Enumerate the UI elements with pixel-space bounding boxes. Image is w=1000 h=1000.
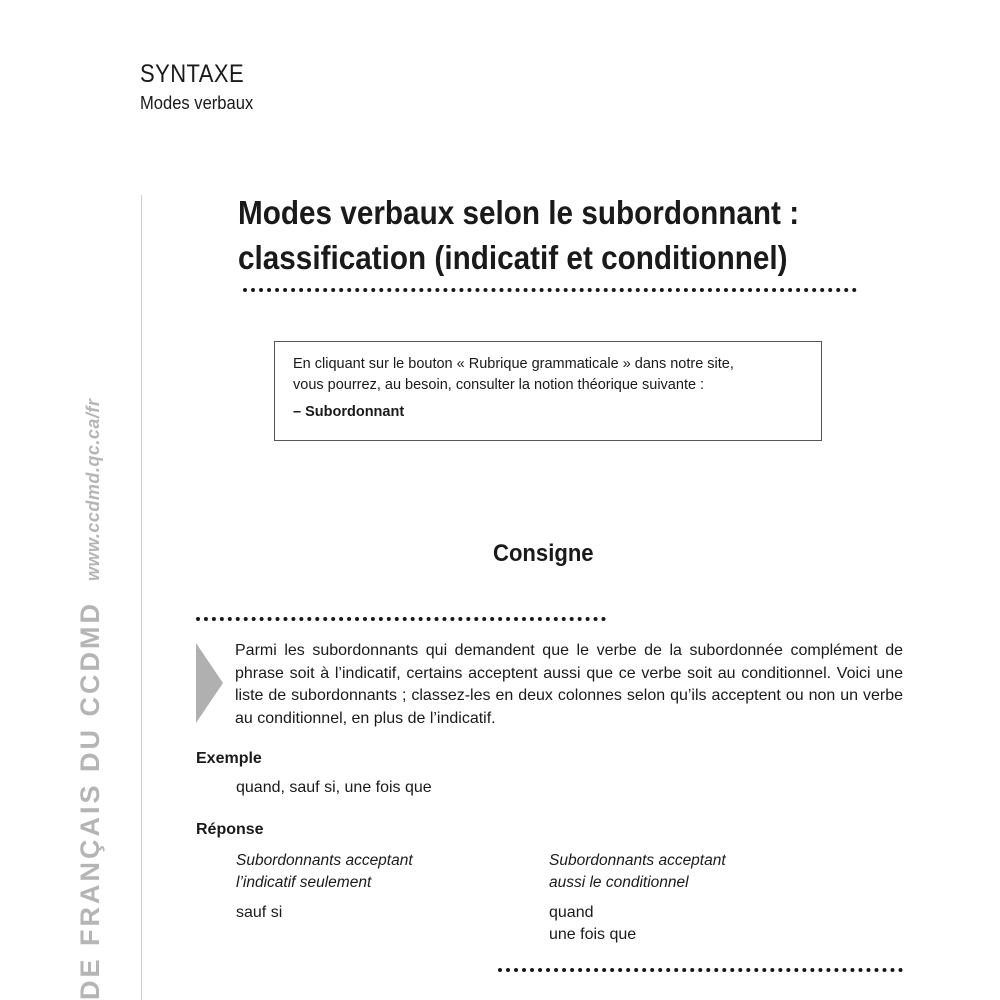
answer-column-indicatif: [236, 850, 516, 924]
page-title: [238, 190, 814, 280]
sidebar-vertical-text: [75, 398, 115, 1000]
list-item: quand: [549, 904, 594, 921]
consigne-heading: Consigne: [493, 540, 594, 567]
title-divider: [243, 288, 857, 292]
list-item: sauf si: [236, 904, 283, 921]
info-box: [274, 341, 822, 441]
sidebar-publisher: DE FRANÇAIS DU CCDMD: [75, 601, 105, 1000]
arrow-icon: [196, 643, 223, 723]
info-box-line1: En cliquant sur le bouton « Rubrique grammaticale » dans notre site,: [293, 356, 734, 372]
page-title-line1: Modes verbaux selon le subordonnant :: [238, 194, 800, 231]
exemple-text: quand, sauf si, une fois que: [236, 779, 432, 796]
page-title-line2: classification (indicatif et conditionnel): [238, 239, 788, 276]
section-subtitle: Modes verbaux: [140, 93, 254, 113]
consigne-text: Parmi les subordonnants qui demandent que le verbe de la subordonnée complément de phrase soit à l’indicatif, certains acceptent aussi que ce verbe soit au conditionnel. Voici une liste de subordonnants ; classez-les en deux colonnes selon qu’ils acceptent ou non un verbe au conditionnel, en plus de l’indicatif.: [235, 642, 903, 727]
sidebar-url: www.ccdmd.qc.ca/fr: [83, 398, 103, 581]
column-heading-line1: Subordonnants acceptant: [549, 852, 726, 869]
info-box-item: – Subordonnant: [293, 404, 405, 420]
bottom-divider: [498, 968, 903, 972]
answer-column-conditionnel: [549, 850, 869, 946]
section-title: SYNTAXE: [140, 60, 245, 88]
reponse-label: Réponse: [196, 821, 264, 838]
column-heading-line1: Subordonnants acceptant: [236, 852, 413, 869]
consigne-divider: [196, 617, 606, 621]
column-heading-line2: aussi le conditionnel: [549, 874, 689, 891]
column-heading-line2: l’indicatif seulement: [236, 874, 372, 891]
exemple-label: Exemple: [196, 750, 262, 767]
margin-rule: [141, 195, 142, 1000]
info-box-line2: vous pourrez, au besoin, consulter la notion théorique suivante :: [293, 377, 705, 393]
list-item: une fois que: [549, 926, 637, 943]
